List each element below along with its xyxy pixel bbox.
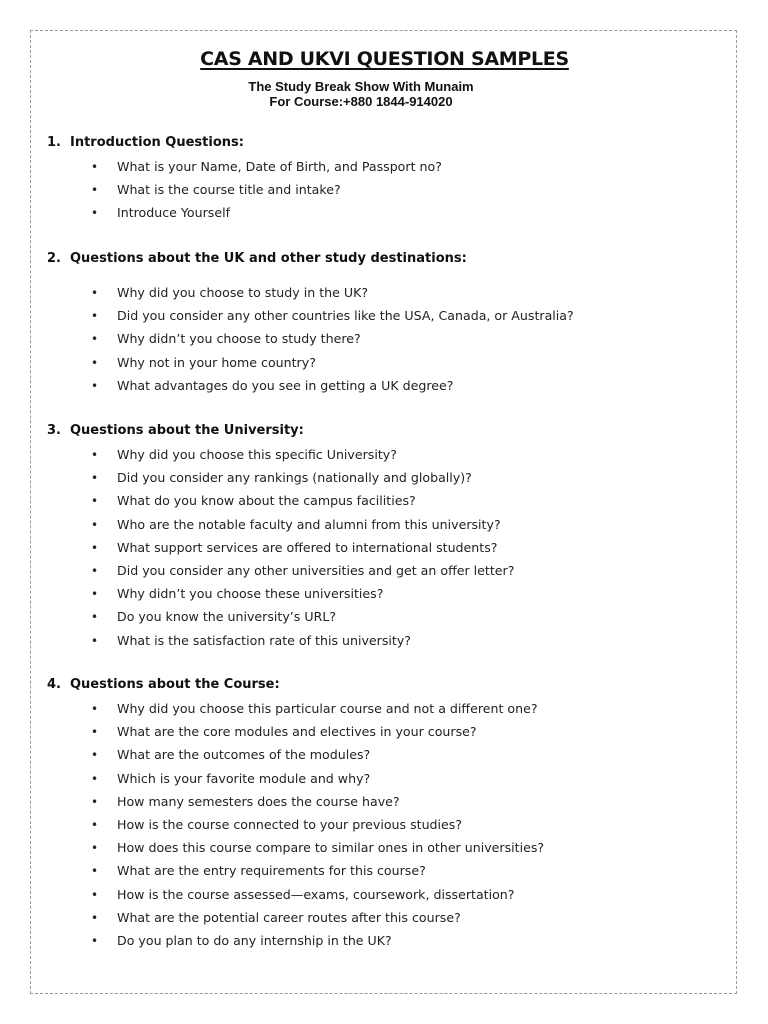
bullet-icon: • [91,517,99,532]
bullet-icon: • [91,610,99,625]
question-text: What is your Name, Date of Birth, and Passport no? [117,159,442,174]
question-text: What support services are offered to international students? [117,539,498,555]
bullet-icon: • [91,887,99,902]
bullet-icon: • [91,160,99,174]
bullet-icon: • [91,448,99,462]
question-text: Do you know the university’s URL? [117,609,337,625]
section-title: Questions about the UK and other study destinations: [70,251,467,266]
question-text: Who are the notable faculty and alumni from this university? [117,516,501,532]
bullet-icon: • [91,771,99,786]
bullet-icon: • [91,794,99,809]
question-text: What are the core modules and electives in your course? [117,724,477,740]
bullet-icon: • [91,286,99,300]
question-text: Why did you choose this particular course and not a different one? [117,701,538,716]
section-title: Questions about the University: [70,423,304,438]
bullet-icon: • [91,633,99,648]
section-title: Introduction Questions: [70,135,244,150]
bullet-icon: • [91,587,99,602]
subtitle-contact: For Course:+880 1844-914020 [269,94,453,109]
question-text: Did you consider any other universities and get an offer letter? [117,562,515,578]
bullet-icon: • [91,563,99,578]
section-number: 2. [47,251,61,266]
question-text: Which is your favorite module and why? [117,770,371,786]
question-text: Why did you choose to study in the UK? [117,285,369,300]
section-heading [47,251,467,266]
section-heading [47,677,280,692]
question-text: What do you know about the campus facilities? [117,493,416,509]
section-heading [47,423,304,438]
section-number: 3. [47,423,61,438]
question-text: What are the potential career routes after this course? [117,909,461,925]
bullet-icon: • [91,378,99,393]
bullet-icon: • [91,933,99,948]
bullet-icon: • [91,355,99,370]
question-text: How does this course compare to similar ones in other universities? [117,840,545,856]
bullet-icon: • [91,725,99,740]
question-text: Did you consider any other countries like the USA, Canada, or Australia? [117,308,574,324]
question-text: Why not in your home country? [117,354,316,370]
bullet-icon: • [91,309,99,324]
question-text: What advantages do you see in getting a UK degree? [117,377,454,393]
bullet-icon: • [91,864,99,879]
bullet-icon: • [91,817,99,832]
question-text: Why didn’t you choose to study there? [117,331,361,347]
question-text: Why didn’t you choose these universities? [117,586,384,602]
bullet-icon: • [91,332,99,347]
section-heading [47,135,244,150]
question-text: Why did you choose this specific University? [117,447,397,462]
bullet-icon: • [91,910,99,925]
bullet-icon: • [91,540,99,555]
question-text: Introduce Yourself [117,205,231,221]
question-text: What is the course title and intake? [117,182,341,198]
bullet-icon: • [91,471,99,486]
question-text: How is the course assessed—exams, coursework, dissertation? [117,886,515,902]
question-text: What are the outcomes of the modules? [117,747,371,763]
subtitle-show-name: The Study Break Show With Munaim [248,79,474,94]
bullet-icon: • [91,748,99,763]
section-number: 4. [47,677,61,692]
question-text: How many semesters does the course have? [117,793,400,809]
question-text: How is the course connected to your previous studies? [117,816,463,832]
document-title: CAS AND UKVI QUESTION SAMPLES [200,48,569,70]
bullet-icon: • [91,841,99,856]
document-page [30,30,737,994]
section-title: Questions about the Course: [70,677,280,692]
bullet-icon: • [91,206,99,221]
question-text: What are the entry requirements for this course? [117,863,426,879]
section-number: 1. [47,135,61,150]
question-text: What is the satisfaction rate of this university? [117,632,411,648]
bullet-icon: • [91,702,99,716]
bullet-icon: • [91,494,99,509]
question-text: Do you plan to do any internship in the UK? [117,932,392,948]
bullet-icon: • [91,183,99,198]
question-text: Did you consider any rankings (nationally and globally)? [117,470,472,486]
